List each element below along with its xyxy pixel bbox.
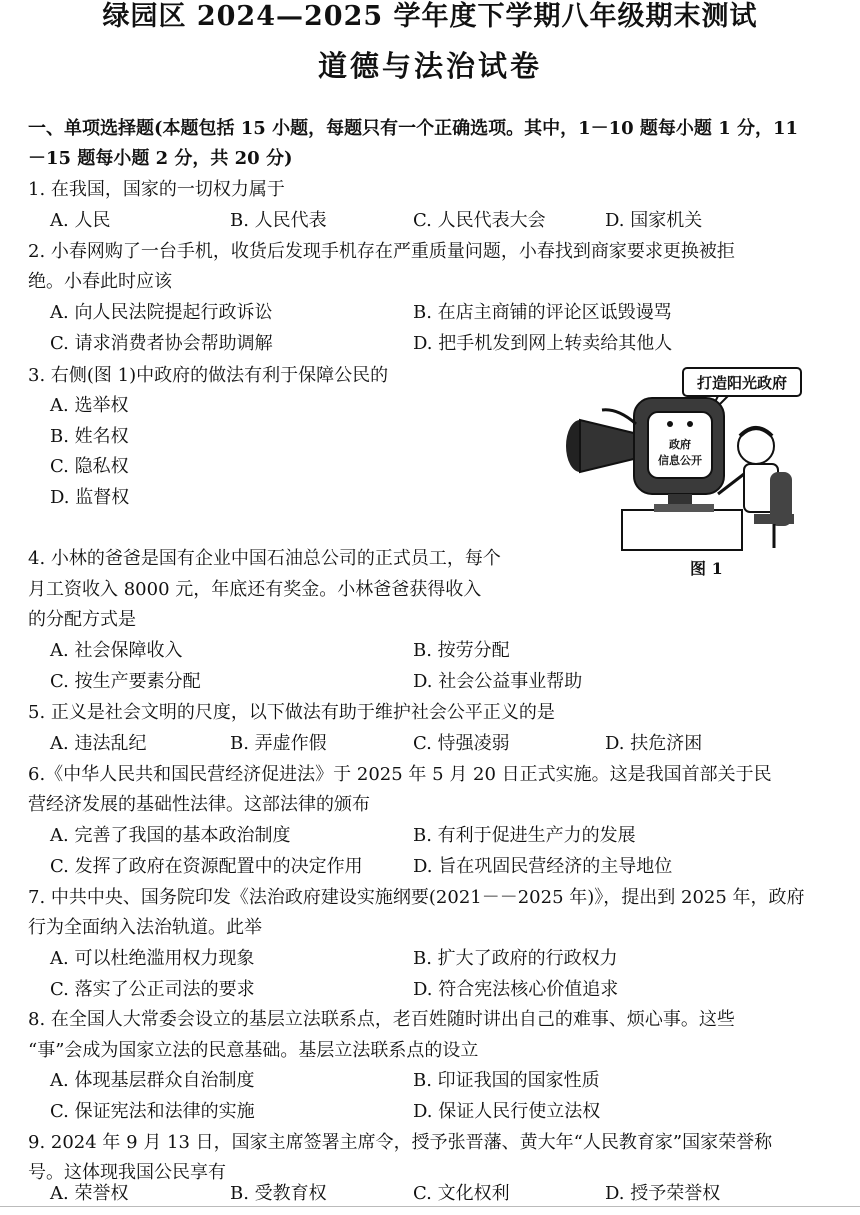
question-9-option-b: B. 受教育权 bbox=[230, 1183, 327, 1204]
question-4-stem-cont-1: 月工资收入 8000 元，年底还有奖金。小林爸爸获得收入 bbox=[28, 579, 482, 600]
question-6-stem-cont: 营经济发展的基础性法律。这部法律的颁布 bbox=[28, 794, 370, 815]
question-9-option-a: A. 荣誉权 bbox=[50, 1183, 129, 1204]
question-2-stem: 2. 小春网购了一台手机，收货后发现手机存在严重质量问题，小春找到商家要求更换被拒 bbox=[28, 241, 735, 262]
question-5-option-b: B. 弄虚作假 bbox=[230, 733, 327, 754]
question-6-option-c: C. 发挥了政府在资源配置中的决定作用 bbox=[50, 856, 363, 877]
question-3-option-a: A. 选举权 bbox=[50, 395, 129, 416]
question-8-option-a: A. 体现基层群众自治制度 bbox=[50, 1070, 255, 1091]
figure-screen-text-2: 信息公开 bbox=[658, 454, 702, 467]
question-7-option-d: D. 符合宪法核心价值追求 bbox=[413, 979, 619, 1000]
question-2-option-c: C. 请求消费者协会帮助调解 bbox=[50, 333, 273, 354]
question-4-stem: 4. 小林的爸爸是国有企业中国石油总公司的正式员工，每个 bbox=[28, 548, 501, 569]
figure-screen-text-1: 政府 bbox=[669, 438, 691, 451]
question-5-option-c: C. 恃强凌弱 bbox=[413, 733, 510, 754]
question-4-option-d: D. 社会公益事业帮助 bbox=[413, 671, 583, 692]
question-5-option-a: A. 违法乱纪 bbox=[50, 733, 147, 754]
question-3-option-c: C. 隐私权 bbox=[50, 456, 129, 477]
question-8-stem-cont: “事”会成为国家立法的民意基础。基层立法联系点的设立 bbox=[28, 1040, 479, 1061]
question-4-option-c: C. 按生产要素分配 bbox=[50, 671, 201, 692]
question-4-option-a: A. 社会保障收入 bbox=[50, 640, 183, 661]
question-6-option-d: D. 旨在巩固民营经济的主导地位 bbox=[413, 856, 673, 877]
question-4-stem-cont-2: 的分配方式是 bbox=[28, 609, 136, 630]
exam-subject-title: 道德与法治试卷 bbox=[317, 49, 542, 83]
question-2-option-b: B. 在店主商铺的评论区诋毁谩骂 bbox=[413, 302, 672, 323]
question-7-option-b: B. 扩大了政府的行政权力 bbox=[413, 948, 618, 969]
question-2-option-a: A. 向人民法院提起行政诉讼 bbox=[50, 302, 273, 323]
figure-bubble-text: 打造阳光政府 bbox=[696, 374, 788, 392]
question-1-option-d: D. 国家机关 bbox=[605, 210, 703, 231]
question-3-option-b: B. 姓名权 bbox=[50, 426, 129, 447]
question-2-stem-cont: 绝。小春此时应该 bbox=[28, 271, 172, 292]
question-1-option-a: A. 人民 bbox=[50, 210, 111, 231]
question-6-option-a: A. 完善了我国的基本政治制度 bbox=[50, 825, 291, 846]
question-5-option-d: D. 扶危济困 bbox=[605, 733, 703, 754]
page-bottom-divider bbox=[0, 1206, 860, 1207]
question-2-option-d: D. 把手机发到网上转卖给其他人 bbox=[413, 333, 673, 354]
question-8-option-b: B. 印证我国的国家性质 bbox=[413, 1070, 600, 1091]
question-9-stem: 9. 2024 年 9 月 13 日，国家主席签署主席令，授予张晋藩、黄大年“人民教育家”国家荣誉称 bbox=[28, 1132, 773, 1153]
question-8-option-d: D. 保证人民行使立法权 bbox=[413, 1101, 601, 1122]
question-7-option-a: A. 可以杜绝滥用权力现象 bbox=[50, 948, 255, 969]
exam-title: 绿园区 2024—2025 学年度下学期八年级期末测试 bbox=[102, 1, 758, 32]
question-4-option-b: B. 按劳分配 bbox=[413, 640, 510, 661]
question-3-stem: 3. 右侧(图 1)中政府的做法有利于保障公民的 bbox=[28, 365, 389, 386]
question-8-option-c: C. 保证宪法和法律的实施 bbox=[50, 1101, 255, 1122]
question-5-stem: 5. 正义是社会文明的尺度，以下做法有助于维护社会公平正义的是 bbox=[28, 702, 555, 723]
question-6-stem: 6.《中华人民共和国民营经济促进法》于 2025 年 5 月 20 日正式实施。这是我国首部关于民 bbox=[28, 764, 772, 785]
question-8-stem: 8. 在全国人大常委会设立的基层立法联系点，老百姓随时讲出自己的难事、烦心事。这些 bbox=[28, 1009, 735, 1030]
question-3-option-d: D. 监督权 bbox=[50, 487, 130, 508]
question-1-option-c: C. 人民代表大会 bbox=[413, 210, 546, 231]
question-9-option-c: C. 文化权利 bbox=[413, 1183, 510, 1204]
question-7-stem-cont: 行为全面纳入法治轨道。此举 bbox=[28, 917, 262, 938]
section-heading: 一、单项选择题(本题包括 15 小题，每题只有一个正确选项。其中，1－10 题每小题 1 分，11 bbox=[28, 118, 799, 139]
question-1-stem: 1. 在我国，国家的一切权力属于 bbox=[28, 179, 285, 200]
question-9-stem-cont: 号。这体现我国公民享有 bbox=[28, 1162, 226, 1183]
section-heading-cont: －15 题每小题 2 分，共 20 分) bbox=[28, 148, 293, 169]
figure-1-cartoon bbox=[558, 364, 808, 554]
question-7-option-c: C. 落实了公正司法的要求 bbox=[50, 979, 255, 1000]
question-1-option-b: B. 人民代表 bbox=[230, 210, 327, 231]
figure-1-caption: 图 1 bbox=[690, 559, 723, 578]
question-7-stem: 7. 中共中央、国务院印发《法治政府建设实施纲要(2021－－2025 年)》，提出到 2025 年，政府 bbox=[28, 887, 805, 908]
question-9-option-d: D. 授予荣誉权 bbox=[605, 1183, 721, 1204]
question-6-option-b: B. 有利于促进生产力的发展 bbox=[413, 825, 636, 846]
